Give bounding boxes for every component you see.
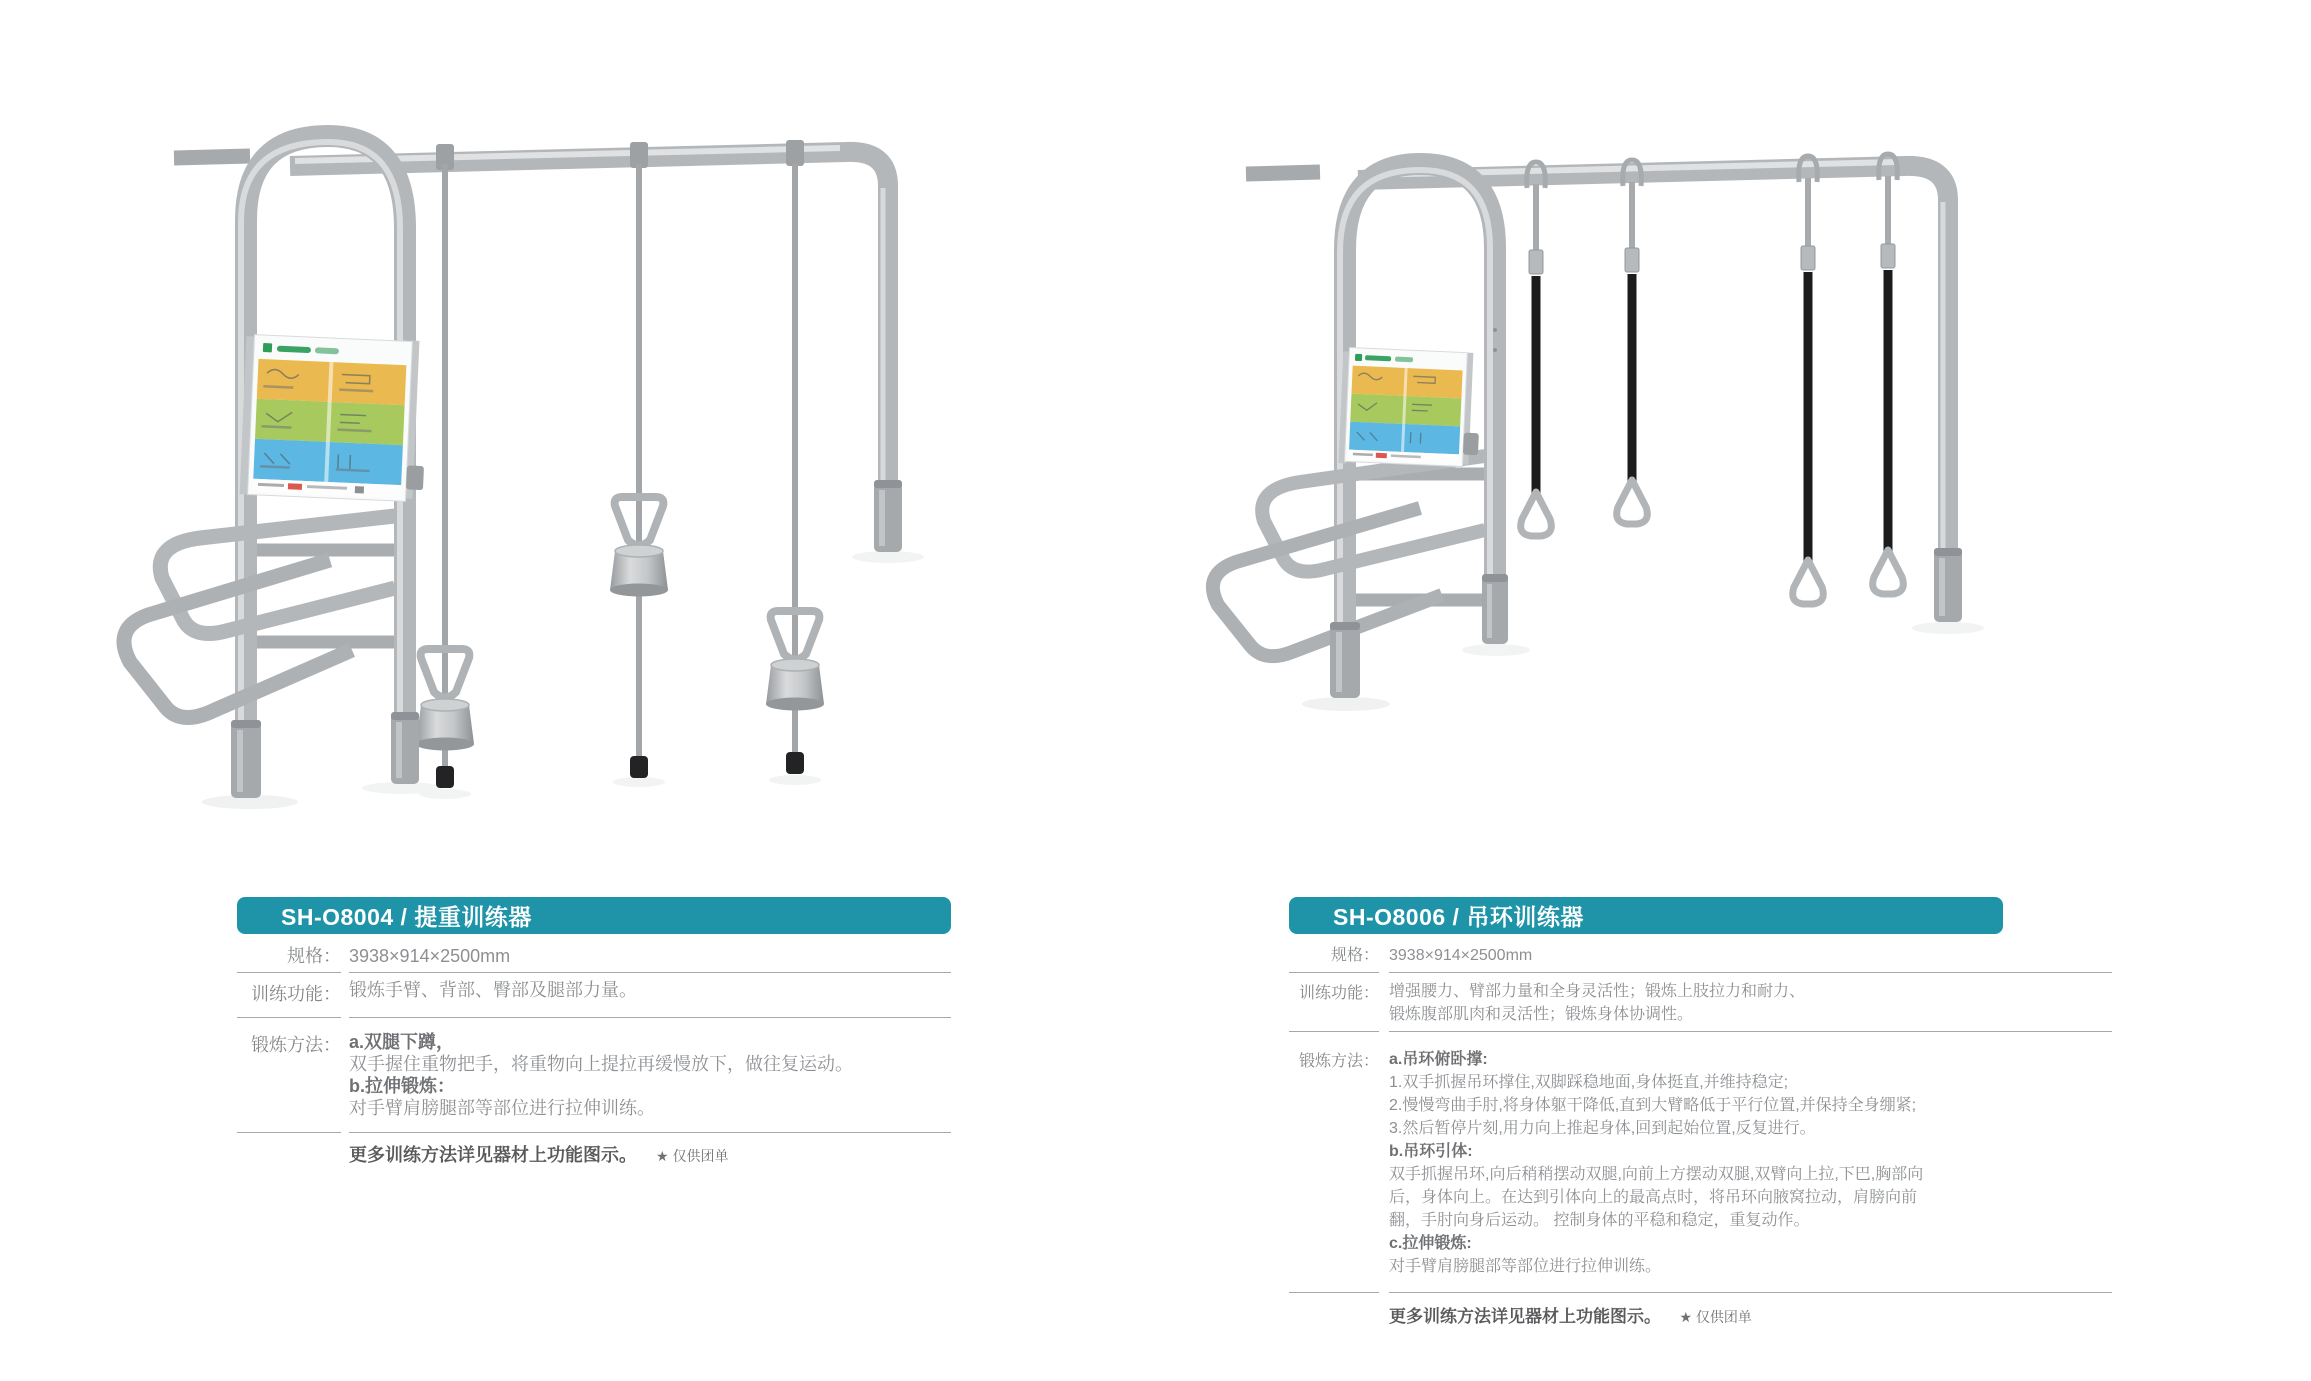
method-value — [1389, 1048, 2112, 1293]
product-title: SH-O8004 / 提重训练器 — [281, 904, 532, 930]
footer-spacer — [1289, 1302, 1379, 1327]
function-value — [349, 980, 951, 1018]
product-title: SH-O8006 / 吊环训练器 — [1333, 904, 1584, 930]
ring-strap-1 — [1521, 162, 1552, 536]
function-row — [1289, 980, 2112, 1032]
text-line: 双手抓握吊环,向后稍稍摆动双腿,向前上方摆动双腿,双臂向上拉,下巴,胸部向 — [1389, 1166, 1924, 1183]
footer-spacer — [237, 1141, 341, 1167]
text-line: 翻，手肘向身后运动。 控制身体的平稳和稳定，重复动作。 — [1389, 1212, 1810, 1229]
equipment-illustration-gym-ring-trainer — [1150, 100, 2060, 720]
text-line: 1.双手抓握吊环撑住,双脚踩稳地面,身体挺直,并维持稳定; — [1389, 1074, 1789, 1091]
function-value — [1389, 980, 2112, 1032]
text-line: 增强腰力、臂部力量和全身灵活性；锻炼上肢拉力和耐力、 — [1389, 983, 1806, 1000]
spec-row — [237, 946, 951, 973]
equipment-illustration-weight-pull-trainer — [90, 80, 950, 810]
instruction-signboard — [240, 333, 430, 502]
footer-row — [237, 1141, 951, 1167]
method-row — [237, 1031, 951, 1133]
text-line: a.双腿下蹲， — [349, 1032, 455, 1052]
function-label: 训练功能： — [1289, 980, 1379, 1032]
text-line: c.拉伸锻炼: — [1389, 1235, 1472, 1252]
spec-label: 规格： — [1289, 946, 1379, 973]
weight-assembly-3 — [766, 164, 824, 774]
method-value — [349, 1031, 951, 1133]
text-line: a.吊环俯卧撑: — [1389, 1051, 1488, 1068]
text-line: 双手握住重物把手，将重物向上提拉再缓慢放下，做往复运动。 — [349, 1054, 853, 1074]
text-line: 对手臂肩膀腿部等部位进行拉伸训练。 — [1389, 1258, 1662, 1275]
ring-strap-4 — [1873, 154, 1904, 594]
text-line: b.吊环引体: — [1389, 1143, 1473, 1160]
spec-value: 3938×914×2500mm — [1389, 946, 2112, 973]
footer-text: 更多训练方法详见器材上功能图示。 — [349, 1145, 637, 1165]
ring-strap-3 — [1793, 156, 1824, 604]
product-card-sh-o8004 — [237, 897, 951, 1167]
post-base-cuffs — [1330, 548, 1962, 698]
spec-label: 规格： — [237, 946, 341, 973]
sign-bracket — [1463, 433, 1479, 456]
function-label: 训练功能： — [237, 980, 341, 1018]
method-row — [1289, 1048, 2112, 1293]
text-line: 锻炼腹部肌肉和灵活性；锻炼身体协调性。 — [1389, 1006, 1694, 1023]
sign-bracket — [406, 465, 424, 490]
ground-shadows — [1302, 622, 1984, 711]
method-label: 锻炼方法： — [1289, 1048, 1379, 1293]
sign-stamp — [1376, 453, 1387, 458]
footer-row — [1289, 1302, 2112, 1327]
spec-value: 3938×914×2500mm — [349, 946, 951, 973]
footer-text: 更多训练方法详见器材上功能图示。 — [1389, 1307, 1661, 1326]
product-card-sh-o8006 — [1289, 897, 2112, 1327]
weight-assembly-2 — [610, 164, 668, 778]
footer-value — [349, 1141, 951, 1167]
text-line: 2.慢慢弯曲手肘,将身体躯干降低,直到大臂略低于平行位置,并保持全身绷紧; — [1389, 1097, 1917, 1114]
spec-row — [1289, 946, 2112, 973]
instruction-signboard — [1338, 347, 1482, 469]
sign-stamp — [288, 483, 302, 490]
method-label: 锻炼方法： — [237, 1031, 341, 1133]
ring-strap-2 — [1617, 160, 1648, 524]
text-line: b.拉伸锻炼： — [349, 1076, 455, 1096]
footer-note: ★ 仅供团单 — [1679, 1309, 1752, 1325]
product-title-bar — [237, 897, 951, 934]
product-title-bar — [1289, 897, 2003, 934]
function-row — [237, 980, 951, 1018]
weight-assembly-1 — [416, 164, 474, 788]
text-line: 3.然后暂停片刻,用力向上推起身体,回到起始位置,反复进行。 — [1389, 1120, 1816, 1137]
footer-note: ★ 仅供团单 — [656, 1148, 729, 1164]
text-line: 锻炼手臂、背部、臀部及腿部力量。 — [349, 980, 637, 1000]
footer-value — [1389, 1302, 2112, 1327]
text-line: 后，身体向上。在达到引体向上的最高点时，将吊环向腋窝拉动，肩膀向前 — [1389, 1189, 1918, 1206]
text-line: 对手臂肩膀腿部等部位进行拉伸训练。 — [349, 1098, 655, 1118]
